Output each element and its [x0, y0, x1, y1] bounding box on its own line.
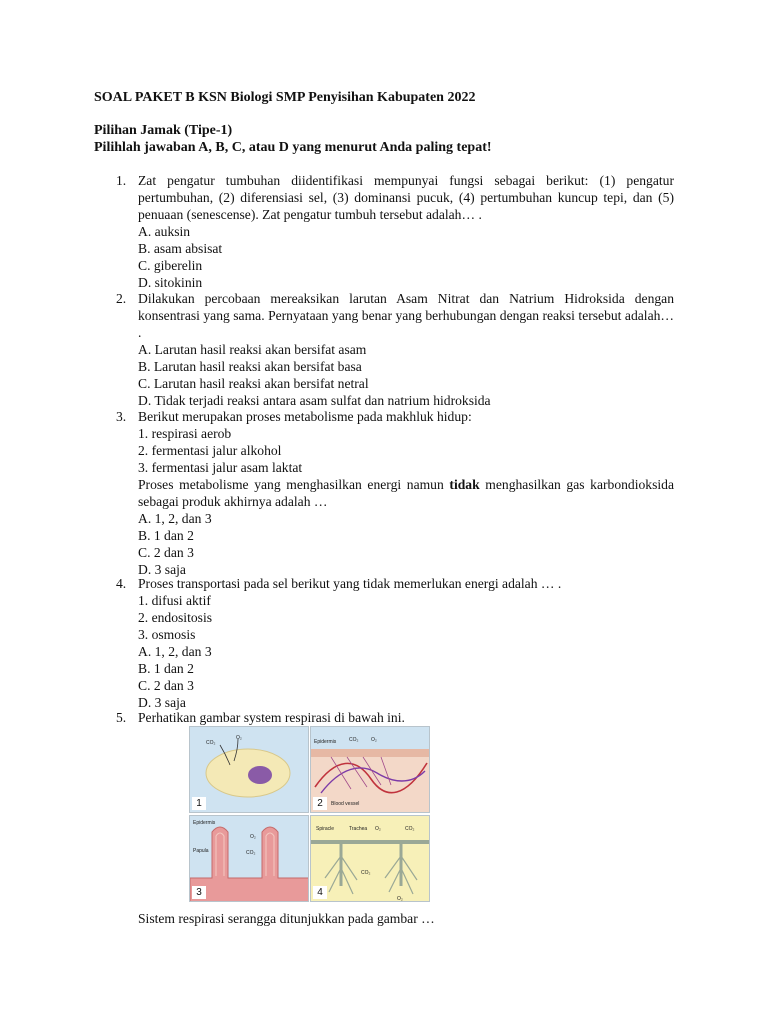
question-number: 3. [116, 409, 127, 424]
question-1 [116, 172, 674, 291]
option-b: B. asam absisat [138, 241, 223, 256]
panel-skin-respiration [310, 726, 430, 813]
option-a: A. Larutan hasil reaksi akan bersifat asam [138, 342, 367, 357]
label-o2: O₂ [250, 834, 256, 840]
list-item: 1. respirasi aerob [138, 426, 232, 441]
cell-illustration [190, 727, 309, 813]
label-co2: CO₂ [361, 870, 371, 876]
option-b: B. Larutan hasil reaksi akan bersifat basa [138, 359, 362, 374]
question-2 [116, 290, 674, 409]
label-co2: CO₂ [206, 740, 216, 746]
option-d: D. 3 saja [138, 695, 186, 710]
label-papula: Papula [193, 848, 209, 854]
list-item: 3. osmosis [138, 627, 196, 642]
instruction-text: Pilihlah jawaban A, B, C, atau D yang menurut Anda paling tepat! [94, 140, 492, 155]
label-epidermis: Epidermis [193, 820, 216, 826]
question-stem: Zat pengatur tumbuhan diidentifikasi mempunyai fungsi sebagai berikut: (1) pengatur pertumbuhan, (2) diferensiasi sel, (3) dominansi pucuk, (4) pertumbuhan kuncup tepi, dan (5) penuaan (senescense). Zat pengatur tumbuh tersebut adalah… . [138, 173, 674, 222]
list-item: 2. fermentasi jalur alkohol [138, 443, 282, 458]
list-item: 3. fermentasi jalur asam laktat [138, 460, 303, 475]
option-c: C. 2 dan 3 [138, 545, 194, 560]
panel-number: 3 [192, 886, 206, 899]
label-o2: O₂ [236, 735, 242, 741]
panel-number: 2 [313, 797, 327, 810]
question-number: 5. [116, 710, 127, 725]
panel-number: 1 [192, 797, 206, 810]
question-5-prompt: Sistem respirasi serangga ditunjukkan pada gambar … [138, 911, 435, 926]
papula-illustration [190, 816, 309, 902]
skin-illustration [311, 727, 430, 813]
respiration-figure [189, 726, 431, 902]
question-number: 4. [116, 576, 127, 591]
emphasis-word: tidak [449, 477, 480, 492]
question-stem: Proses transportasi pada sel berikut yang tidak memerlukan energi adalah … . [138, 576, 562, 591]
option-a: A. 1, 2, dan 3 [138, 644, 212, 659]
panel-cell-diffusion [189, 726, 309, 813]
label-co2: CO₂ [405, 826, 415, 832]
trachea-illustration [311, 816, 430, 902]
question-5 [116, 709, 674, 726]
question-stem: Perhatikan gambar system respirasi di bawah ini. [138, 710, 405, 725]
list-item: 2. endositosis [138, 610, 213, 625]
label-epidermis: Epidermis [314, 739, 337, 745]
option-a: A. 1, 2, dan 3 [138, 511, 212, 526]
label-spiracle: Spiracle [316, 826, 335, 832]
option-c: C. 2 dan 3 [138, 678, 194, 693]
document-title: SOAL PAKET B KSN Biologi SMP Penyisihan Kabupaten 2022 [94, 90, 476, 105]
question-stem: Dilakukan percobaan mereaksikan larutan Asam Nitrat dan Natrium Hidroksida dengan konsentrasi yang sama. Pernyataan yang benar yang berhubungan dengan reaksi tersebut adalah… . [138, 291, 674, 340]
label-co2: CO₂ [349, 737, 359, 743]
option-d: D. Tidak terjadi reaksi antara asam sulfat dan natrium hidroksida [138, 393, 491, 408]
question-number: 1. [116, 173, 127, 188]
label-blood-vessel: Blood vessel [331, 801, 360, 807]
question-3 [116, 408, 674, 578]
label-co2: CO₂ [246, 850, 256, 856]
label-o2: O₂ [397, 896, 403, 902]
option-d: D. sitokinin [138, 275, 203, 290]
panel-tracheal-system [310, 815, 430, 902]
option-c: C. giberelin [138, 258, 203, 273]
section-heading: Pilihan Jamak (Tipe-1) [94, 123, 233, 138]
label-o2: O₂ [371, 737, 377, 743]
label-trachea: Trachea [349, 826, 368, 832]
option-b: B. 1 dan 2 [138, 661, 194, 676]
question-number: 2. [116, 291, 127, 306]
option-b: B. 1 dan 2 [138, 528, 194, 543]
panel-papula [189, 815, 309, 902]
question-stem: Berikut merupakan proses metabolisme pada makhluk hidup: [138, 409, 472, 424]
option-a: A. auksin [138, 224, 191, 239]
panel-number: 4 [313, 886, 327, 899]
option-d: D. 3 saja [138, 562, 186, 577]
option-c: C. Larutan hasil reaksi akan bersifat netral [138, 376, 369, 391]
label-o2: O₂ [375, 826, 381, 832]
question-stem-continuation: Proses metabolisme yang menghasilkan energi namun tidak menghasilkan gas karbondioksida sebagai produk akhirnya adalah … [138, 477, 674, 509]
list-item: 1. difusi aktif [138, 593, 211, 608]
question-4 [116, 575, 674, 711]
